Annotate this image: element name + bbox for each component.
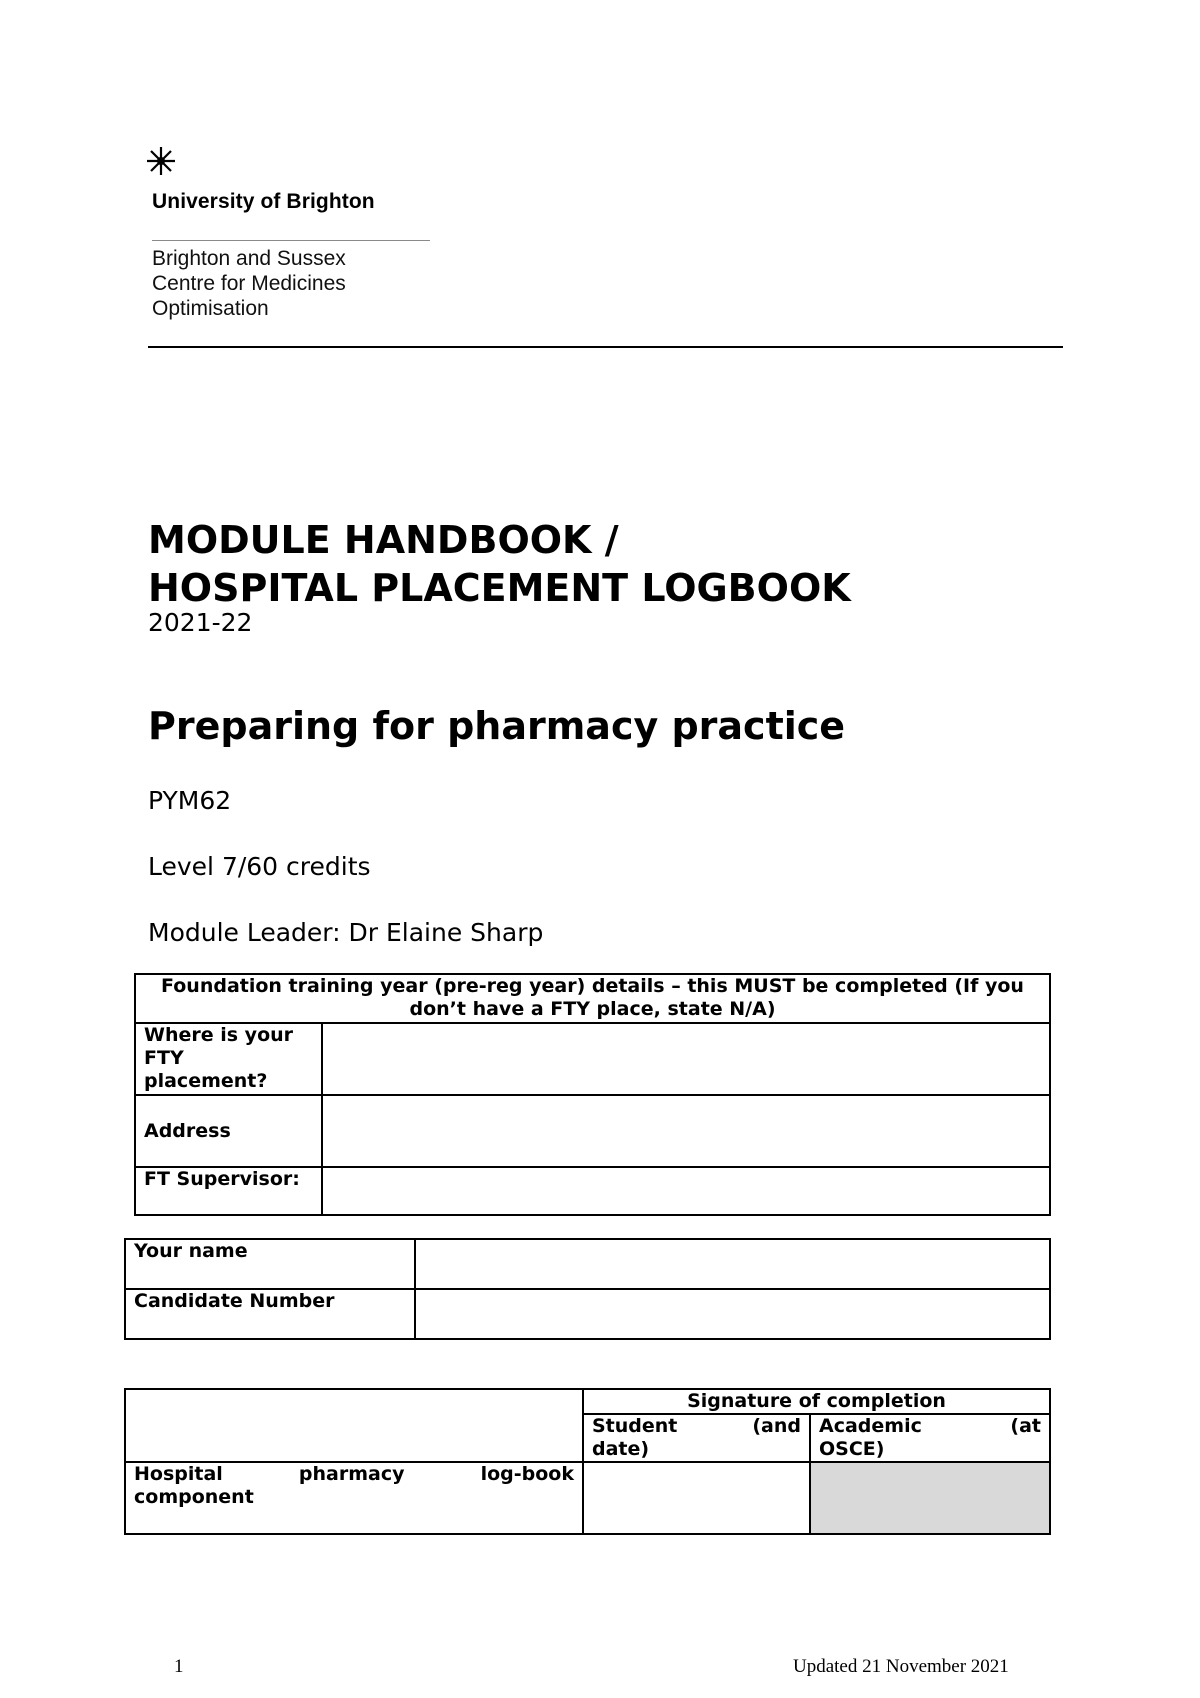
- title-line-1: MODULE HANDBOOK /: [148, 518, 619, 562]
- candidate-number-label: Candidate Number: [125, 1289, 415, 1339]
- fty-placement-label: Where is your FTY placement?: [135, 1023, 322, 1095]
- document-title: [148, 516, 851, 612]
- fty-placement-field[interactable]: [322, 1023, 1050, 1095]
- header-rule: [148, 346, 1063, 348]
- module-title: Preparing for pharmacy practice: [148, 704, 846, 748]
- module-leader: Module Leader: Dr Elaine Sharp: [148, 918, 544, 947]
- row-label-word-2: pharmacy: [298, 1463, 405, 1485]
- fty-supervisor-field[interactable]: [322, 1167, 1050, 1215]
- academic-header-word-1: Academic: [819, 1415, 922, 1437]
- candidate-table: [124, 1238, 1051, 1340]
- signature-blank-corner: [125, 1389, 583, 1462]
- fty-address-field[interactable]: [322, 1095, 1050, 1167]
- centre-line-1: Brighton and Sussex: [152, 247, 346, 270]
- student-column-header: [583, 1414, 810, 1462]
- academic-header-word-2: (at: [1010, 1415, 1041, 1437]
- signature-table: [124, 1388, 1051, 1535]
- module-code: PYM62: [148, 786, 232, 815]
- university-star-logo-icon: [146, 146, 176, 176]
- student-header-word-2: (and: [752, 1415, 801, 1437]
- fty-table-header: Foundation training year (pre-reg year) details – this MUST be completed (If you don’t have a FTY place, state N/A): [135, 974, 1050, 1023]
- candidate-number-field[interactable]: [415, 1289, 1050, 1339]
- academic-column-header: [810, 1414, 1050, 1462]
- student-header-word-1: Student: [592, 1415, 678, 1437]
- page-number: 1: [174, 1656, 184, 1677]
- logbook-component-label: [125, 1462, 583, 1534]
- academic-year: 2021-22: [148, 608, 253, 637]
- your-name-field[interactable]: [415, 1239, 1050, 1289]
- row-label-word-3: log-book: [480, 1463, 574, 1485]
- signature-heading: Signature of completion: [583, 1389, 1050, 1414]
- student-header-word-3: date): [592, 1438, 650, 1460]
- university-name: University of Brighton: [152, 190, 375, 213]
- row-label-word-1: Hospital: [134, 1463, 223, 1485]
- centre-name: [152, 246, 346, 321]
- updated-date: Updated 21 November 2021: [793, 1656, 1009, 1677]
- module-level: Level 7/60 credits: [148, 852, 371, 881]
- logo-divider: [152, 240, 430, 241]
- centre-line-2: Centre for Medicines: [152, 272, 346, 295]
- title-line-2: HOSPITAL PLACEMENT LOGBOOK: [148, 566, 851, 610]
- fty-details-table: [134, 973, 1051, 1216]
- your-name-label: Your name: [125, 1239, 415, 1289]
- fty-supervisor-label: FT Supervisor:: [135, 1167, 322, 1215]
- fty-address-label: Address: [135, 1095, 322, 1167]
- academic-header-word-3: OSCE): [819, 1438, 885, 1460]
- row-label-word-4: component: [134, 1486, 254, 1508]
- academic-signature-field: [810, 1462, 1050, 1534]
- centre-line-3: Optimisation: [152, 297, 269, 320]
- student-signature-field[interactable]: [583, 1462, 810, 1534]
